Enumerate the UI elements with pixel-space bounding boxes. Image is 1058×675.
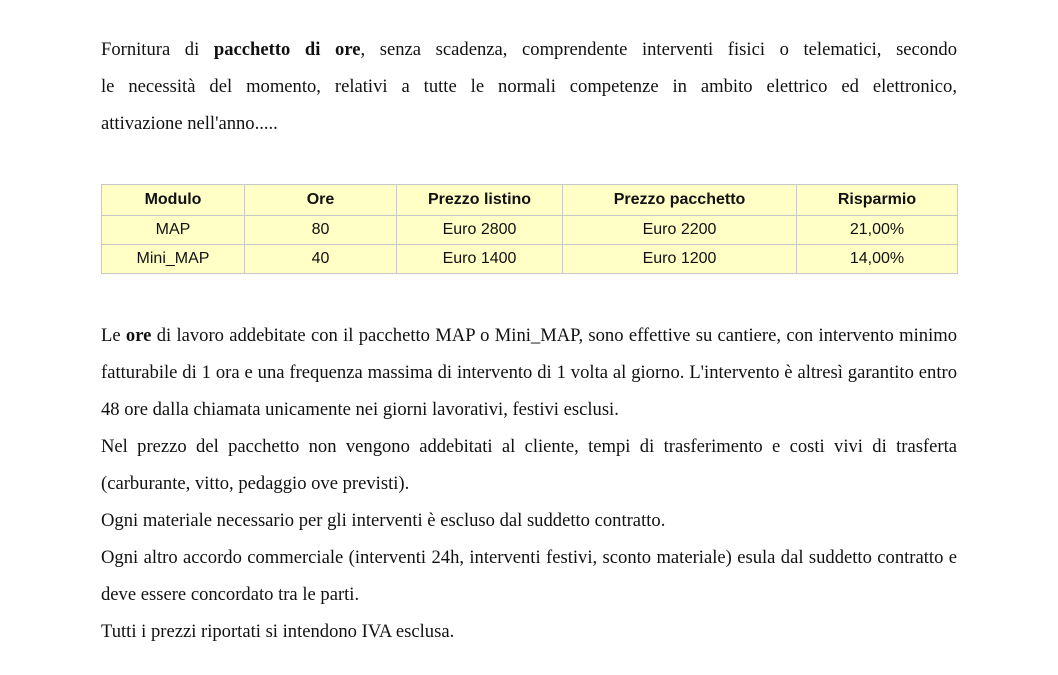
intro-bold-term: pacchetto di ore bbox=[213, 39, 361, 60]
body-text bbox=[101, 317, 957, 650]
header-prezzo-listino: Prezzo listino bbox=[397, 185, 563, 216]
header-prezzo-pacchetto: Prezzo pacchetto bbox=[563, 185, 797, 216]
intro-line-1 bbox=[101, 31, 957, 68]
intro-line-3: attivazione nell'anno..... bbox=[101, 113, 278, 134]
paragraph-accordo: Ogni altro accordo commerciale (interventi 24h, interventi festivi, sconto materiale) esula dal suddetto contratto e deve essere concordato tra le parti. bbox=[101, 547, 957, 605]
paragraph-ore bbox=[101, 317, 957, 428]
intro-line-2: le necessità del momento, relativi a tutte le normali competenze in ambito elettrico ed elettronico, bbox=[101, 76, 957, 97]
header-modulo: Modulo bbox=[102, 185, 245, 216]
p1-text-after: di lavoro addebitate con il pacchetto MAP o Mini_MAP, sono effettive su cantiere, con intervento minimo fatturabile di 1 ora e una frequenza massima di intervento di 1 volta al giorno. L'intervento è altresì garantito entro 48 ore dalla chiamata unicamente nei giorni lavorativi, festivi esclusi. bbox=[101, 325, 957, 420]
table-header-row bbox=[102, 185, 958, 216]
cell-modulo: MAP bbox=[102, 216, 245, 245]
cell-prezzo-pacchetto: Euro 2200 bbox=[563, 216, 797, 245]
table-row bbox=[102, 216, 958, 245]
intro-paragraph bbox=[101, 31, 957, 142]
cell-prezzo-pacchetto: Euro 1200 bbox=[563, 245, 797, 274]
intro-text-after: , senza scadenza, comprendente interventi fisici o telematici, secondo bbox=[360, 39, 957, 60]
paragraph-materiale: Ogni materiale necessario per gli interventi è escluso dal suddetto contratto. bbox=[101, 510, 666, 531]
cell-ore: 80 bbox=[245, 216, 397, 245]
cell-risparmio: 21,00% bbox=[797, 216, 958, 245]
cell-modulo: Mini_MAP bbox=[102, 245, 245, 274]
paragraph-iva: Tutti i prezzi riportati si intendono IVA esclusa. bbox=[101, 621, 455, 642]
table-row bbox=[102, 245, 958, 274]
header-ore: Ore bbox=[245, 185, 397, 216]
cell-risparmio: 14,00% bbox=[797, 245, 958, 274]
cell-prezzo-listino: Euro 2800 bbox=[397, 216, 563, 245]
header-risparmio: Risparmio bbox=[797, 185, 958, 216]
intro-text-before: Fornitura di bbox=[101, 39, 214, 60]
cell-prezzo-listino: Euro 1400 bbox=[397, 245, 563, 274]
p1-bold-term: ore bbox=[125, 325, 152, 346]
paragraph-prezzo: Nel prezzo del pacchetto non vengono addebitati al cliente, tempi di trasferimento e costi vivi di trasferta (carburante, vitto, pedaggio ove previsti). bbox=[101, 436, 957, 494]
cell-ore: 40 bbox=[245, 245, 397, 274]
p1-text-before: Le bbox=[101, 325, 126, 346]
package-table bbox=[101, 184, 958, 274]
